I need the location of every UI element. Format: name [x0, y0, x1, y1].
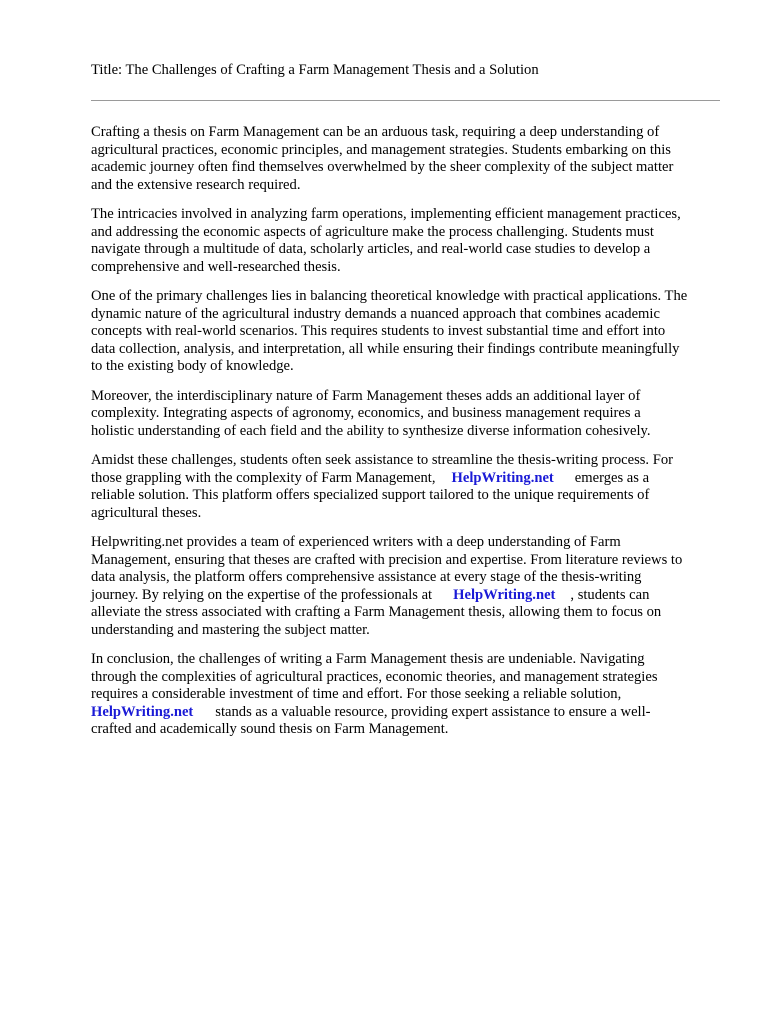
paragraph-4: [91, 388, 731, 441]
paragraph-line: through the complexities of agricultural practices, economic theories, and management strategies: [91, 668, 658, 685]
paragraph-line: academic journey often find themselves overwhelmed by the sheer complexity of the subject matter: [91, 159, 674, 175]
paragraph-line: and addressing the economic aspects of agriculture make the process challenging. Students must: [91, 223, 654, 240]
paragraph-line-with-link: [91, 470, 731, 488]
paragraph-3: [91, 288, 731, 376]
document-body: [91, 124, 731, 739]
helpwriting-link[interactable]: HelpWriting.net: [451, 469, 554, 486]
paragraph-line: concepts with real-world scenarios. This requires students to invest substantial time and effort into: [91, 323, 666, 339]
paragraph-line: holistic understanding of each field and the ability to synthesize diverse information cohesively.: [91, 422, 651, 439]
paragraph-line: data analysis, the platform offers comprehensive assistance at every stage of the thesis-writing: [91, 569, 642, 585]
title-divider: [91, 100, 720, 101]
paragraph-line: and the extensive research required.: [91, 176, 301, 193]
line-segment: , students can: [570, 586, 650, 603]
paragraph-line: to the existing body of knowledge.: [91, 358, 294, 374]
paragraph-line: agricultural practices, economic principles, and management strategies. Students embarking on this: [91, 141, 671, 158]
paragraph-line: One of the primary challenges lies in balancing theoretical knowledge with practical applications. The: [91, 288, 688, 304]
paragraph-line: The intricacies involved in analyzing farm operations, implementing efficient management practices,: [91, 206, 681, 222]
paragraph-line: alleviate the stress associated with crafting a Farm Management thesis, allowing them to focus on: [91, 604, 662, 620]
paragraph-2: [91, 206, 731, 276]
paragraph-line: understanding and mastering the subject matter.: [91, 621, 370, 638]
paragraph-line-with-link: [91, 587, 731, 605]
paragraph-line: Amidst these challenges, students often seek assistance to streamline the thesis-writing process. For: [91, 452, 673, 468]
paragraph-line-with-link: [91, 704, 731, 722]
paragraph-line: comprehensive and well-researched thesis.: [91, 258, 341, 275]
paragraph-line: Crafting a thesis on Farm Management can be an arduous task, requiring a deep understanding of: [91, 124, 660, 140]
line-segment: stands as a valuable resource, providing expert assistance to ensure a well-: [215, 703, 651, 720]
paragraph-line: Helpwriting.net provides a team of experienced writers with a deep understanding of Farm: [91, 534, 621, 550]
paragraph-line: complexity. Integrating aspects of agronomy, economics, and business management requires a: [91, 405, 641, 421]
paragraph-line: Management, ensuring that theses are crafted with precision and expertise. From literature reviews to: [91, 551, 683, 568]
helpwriting-link[interactable]: HelpWriting.net: [453, 586, 556, 603]
paragraph-7: [91, 651, 731, 739]
paragraph-line: navigate through a multitude of data, scholarly articles, and real-world case studies to develop a: [91, 241, 651, 257]
line-segment: those grappling with the complexity of Farm Management,: [91, 469, 436, 486]
line-segment: emerges as a: [574, 469, 650, 486]
paragraph-6: [91, 534, 731, 639]
paragraph-5: [91, 452, 731, 522]
paragraph-line: crafted and academically sound thesis on Farm Management.: [91, 721, 449, 737]
paragraph-line: data collection, analysis, and interpretation, all while ensuring their findings contribute meaningfully: [91, 340, 680, 357]
paragraph-line: Moreover, the interdisciplinary nature of Farm Management theses adds an additional layer of: [91, 387, 641, 404]
paragraph-1: [91, 124, 731, 194]
paragraph-line: dynamic nature of the agricultural industry demands a nuanced approach that combines academic: [91, 305, 660, 322]
document-title: Title: The Challenges of Crafting a Farm Management Thesis and a Solution: [91, 62, 539, 78]
line-segment: journey. By relying on the expertise of the professionals at: [91, 586, 433, 603]
helpwriting-link[interactable]: HelpWriting.net: [91, 703, 194, 720]
paragraph-line: reliable solution. This platform offers specialized support tailored to the unique requirements of: [91, 487, 650, 503]
paragraph-line: requires a considerable investment of time and effort. For those seeking a reliable solution,: [91, 686, 622, 702]
paragraph-line: agricultural theses.: [91, 504, 202, 521]
paragraph-line: In conclusion, the challenges of writing a Farm Management thesis are undeniable. Navigating: [91, 651, 645, 667]
